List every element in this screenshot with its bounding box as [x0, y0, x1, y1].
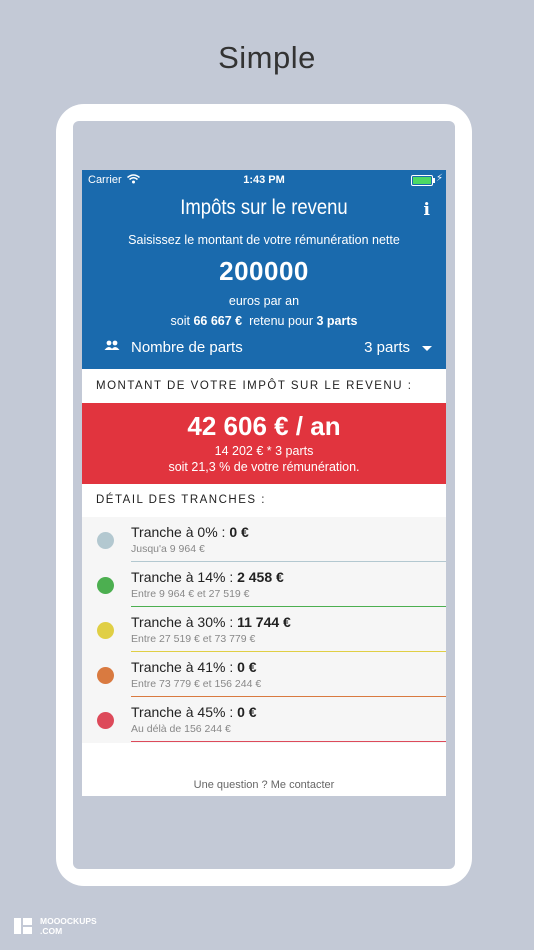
- bracket-divider: [131, 741, 446, 742]
- bracket-row: [82, 562, 446, 607]
- tax-section-label: MONTANT DE VOTRE IMPÔT SUR LE REVENU :: [96, 380, 413, 392]
- bracket-row: [82, 697, 446, 742]
- brand-text: MOOOCKUPS .COM: [40, 916, 97, 936]
- monthly-summary: soit 66 667 € retenu pour 3 parts: [170, 314, 358, 328]
- bracket-range: Jusqu'a 9 964 €: [131, 543, 205, 555]
- input-panel: [82, 170, 446, 369]
- contact-link[interactable]: Une question ? Me contacter: [193, 779, 335, 791]
- status-bar: [82, 170, 446, 190]
- parts-selector[interactable]: [82, 336, 446, 364]
- app-screen: [82, 170, 446, 796]
- bracket-row: [82, 652, 446, 697]
- annual-tax: 42 606 € / an: [187, 411, 341, 441]
- bracket-title: Tranche à 41% : 0 €: [131, 659, 257, 675]
- bracket-color-dot: [97, 712, 114, 729]
- tax-per-part: 14 202 € * 3 parts: [214, 444, 314, 458]
- brackets-section-label: DÉTAIL DES TRANCHES :: [96, 494, 266, 506]
- bracket-range: Au délà de 156 244 €: [131, 723, 231, 735]
- income-prompt: Saisissez le montant de votre rémunération nette: [128, 233, 400, 247]
- headline: Simple: [218, 40, 316, 75]
- bracket-title: Tranche à 14% : 2 458 €: [131, 569, 284, 585]
- bracket-color-dot: [97, 622, 114, 639]
- bracket-title: Tranche à 45% : 0 €: [131, 704, 257, 720]
- bracket-color-dot: [97, 667, 114, 684]
- tax-rate: soit 21,3 % de votre rémunération.: [168, 460, 360, 474]
- bracket-color-dot: [97, 532, 114, 549]
- status-time: 1:43 PM: [243, 174, 285, 186]
- retained-amount: 66 667 €: [193, 314, 243, 328]
- people-icon: [104, 340, 120, 352]
- carrier-label: Carrier: [88, 174, 122, 186]
- bracket-range: Entre 9 964 € et 27 519 €: [131, 588, 250, 600]
- income-period: euros par an: [228, 294, 300, 308]
- bracket-row: [82, 517, 446, 562]
- bracket-title: Tranche à 0% : 0 €: [131, 524, 249, 540]
- parts-value[interactable]: 3 parts: [364, 339, 410, 356]
- tax-result-panel: [82, 403, 446, 484]
- caret-down-icon: [422, 346, 432, 351]
- bracket-title: Tranche à 30% : 11 744 €: [131, 614, 291, 630]
- income-input[interactable]: 200000: [219, 256, 309, 286]
- charging-icon: ⚡: [435, 173, 443, 184]
- bracket-color-dot: [97, 577, 114, 594]
- bracket-row: [82, 607, 446, 652]
- bracket-range: Entre 27 519 € et 73 779 €: [131, 633, 256, 645]
- brackets-list: [82, 517, 446, 743]
- brand-logo-icon: [14, 918, 32, 934]
- retained-parts: 3 parts: [316, 314, 358, 328]
- bracket-range: Entre 73 779 € et 156 244 €: [131, 678, 262, 690]
- battery-icon: [411, 175, 433, 186]
- info-button[interactable]: i: [423, 200, 430, 220]
- parts-label: Nombre de parts: [131, 339, 243, 356]
- app-title: Impôts sur le revenu: [180, 196, 348, 219]
